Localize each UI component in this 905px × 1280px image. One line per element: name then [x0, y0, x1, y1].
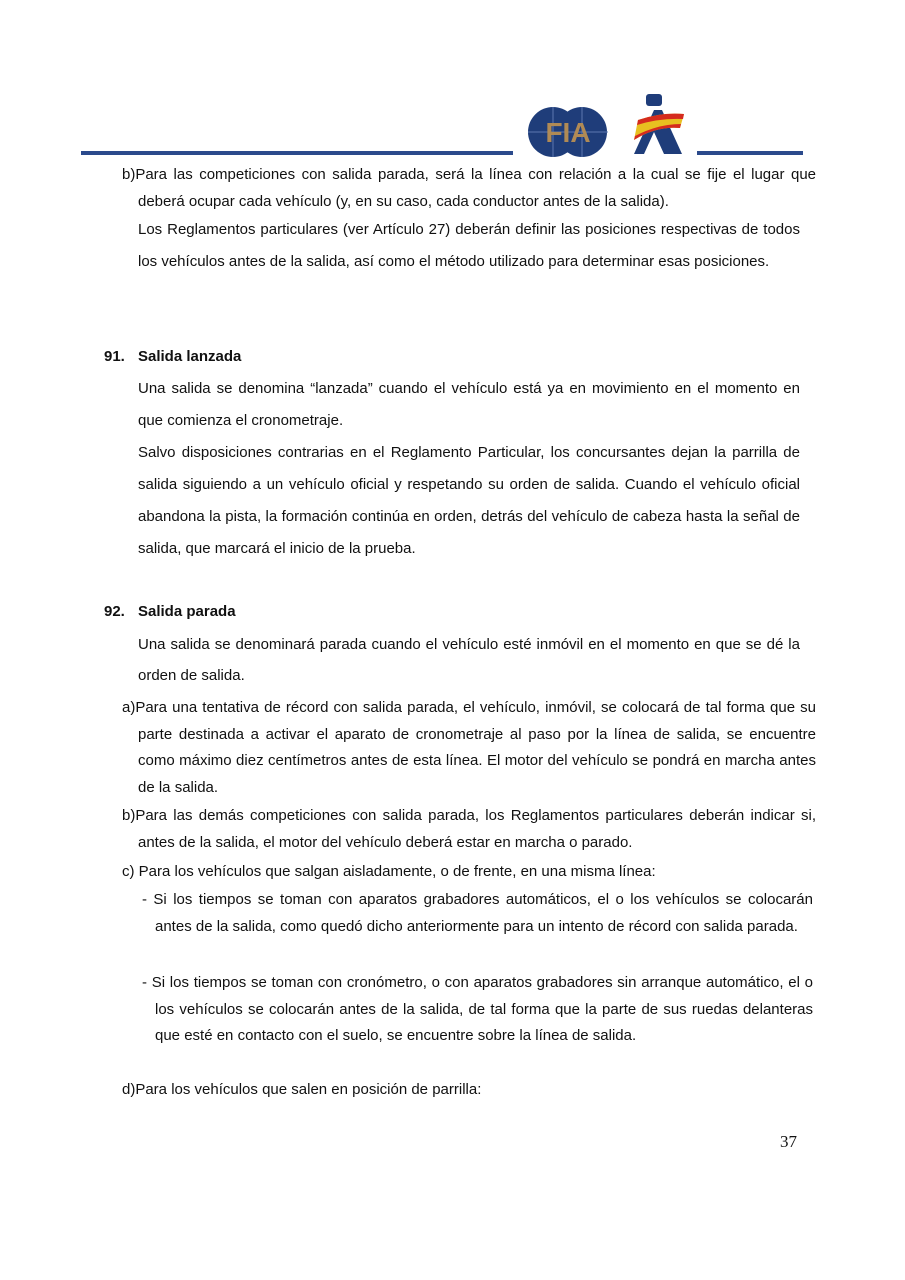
header-rule-left — [81, 151, 513, 155]
section-number: 91. — [104, 348, 125, 365]
rfeda-logo — [626, 92, 688, 156]
section-number: 92. — [104, 603, 125, 620]
page-number: 37 — [780, 1132, 797, 1151]
section-title: Salida lanzada — [138, 348, 242, 365]
header-rule-right — [697, 151, 803, 155]
list-item-d: d)Para los vehículos que salen en posición de parrilla: — [122, 1081, 482, 1098]
sub-item: - Si los tiempos se toman con aparatos grabadores automáticos, el o los vehículos se colocarán antes de la salida, como quedó dicho anteriormente para un intento de récord con salida parada. — [142, 891, 813, 935]
list-item-c: c) Para los vehículos que salgan aisladamente, o de frente, en una misma línea: — [122, 863, 656, 880]
paragraph-b-competitions: b)Para las competiciones con salida parada, será la línea con relación a la cual se fije el lugar que deberá ocupar cada vehículo (y, en su caso, cada conductor antes de la salida). — [122, 166, 816, 210]
section-92-heading — [104, 603, 236, 620]
section-title: Salida parada — [138, 603, 236, 620]
svg-text:FIA: FIA — [545, 117, 591, 148]
paragraph-reglamentos: Los Reglamentos particulares (ver Artículo 27) deberán definir las posiciones respectivas de todos los vehículos antes de la salida, así como el método utilizado para determinar esas posiciones. — [138, 221, 800, 270]
paragraph: Una salida se denominará parada cuando el vehículo esté inmóvil en el momento en que se dé la orden de salida. — [138, 636, 800, 684]
list-item-b: b)Para las demás competiciones con salida parada, los Reglamentos particulares deberán indicar si, antes de la salida, el motor del vehículo deberá estar en marcha o parado. — [122, 807, 816, 851]
section-91-heading — [104, 348, 241, 365]
sub-item: - Si los tiempos se toman con cronómetro, o con aparatos grabadores sin arranque automático, el o los vehículos se colocarán antes de la salida, de tal forma que la parte de sus ruedas delanteras que esté en contacto con el suelo, se encuentre sobre la línea de salida. — [142, 974, 813, 1045]
paragraph: Salvo disposiciones contrarias en el Reglamento Particular, los concursantes dejan la parrilla de salida siguiendo a un vehículo oficial y respetando su orden de salida. Cuando el vehículo oficial abandona la pista, la formación continúa en orden, detrás del vehículo de cabeza hasta la señal de salida, que marcará el inicio de la prueba. — [138, 444, 800, 557]
paragraph: Una salida se denomina “lanzada” cuando el vehículo está ya en movimiento en el momento en que comienza el cronometraje. — [138, 380, 800, 429]
list-item-a: a)Para una tentativa de récord con salida parada, el vehículo, inmóvil, se colocará de tal forma que su parte destinada a activar el aparato de cronometraje al paso por la línea de salida, se encuentre como máximo diez centímetros antes de esta línea. El motor del vehículo se pondrá en marcha antes de la salida. — [122, 699, 816, 796]
fia-logo — [527, 104, 609, 160]
